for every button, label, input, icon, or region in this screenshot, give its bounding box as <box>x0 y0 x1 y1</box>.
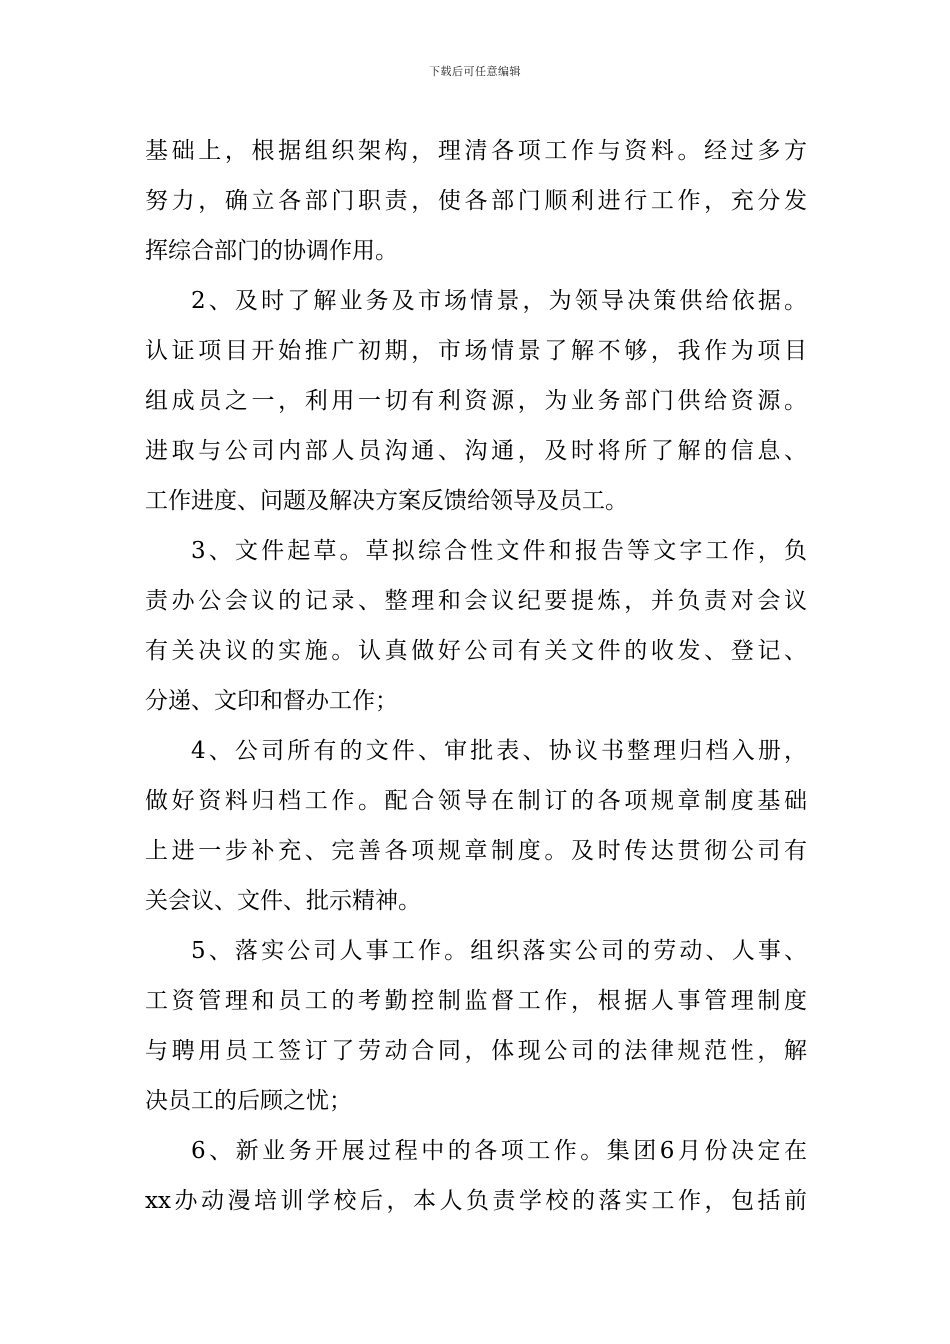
body-line: 责办公会议的记录、整理和会议纪要提炼，并负责对会议 <box>145 588 807 614</box>
paragraph-start-line: 6、新业务开展过程中的各项工作。集团6月份决定在 <box>191 1138 807 1164</box>
paragraph-start-line: 2、及时了解业务及市场情景，为领导决策供给依据。 <box>191 288 807 314</box>
body-line: 关会议、文件、批示精神。 <box>145 888 421 914</box>
body-line: 分递、文印和督办工作； <box>145 688 398 714</box>
body-line: 认证项目开始推广初期，市场情景了解不够，我作为项目 <box>145 338 807 364</box>
body-line: 努力，确立各部门职责，使各部门顺利进行工作，充分发 <box>145 188 807 214</box>
body-line: 上进一步补充、完善各项规章制度。及时传达贯彻公司有 <box>145 838 807 864</box>
body-line: 组成员之一，利用一切有利资源，为业务部门供给资源。 <box>145 388 807 414</box>
paragraph-start-line: 5、落实公司人事工作。组织落实公司的劳动、人事、 <box>191 938 807 964</box>
paragraph-start-line: 4、公司所有的文件、审批表、协议书整理归档入册， <box>191 738 807 764</box>
paragraph-start-line: 3、文件起草。草拟综合性文件和报告等文字工作，负 <box>191 538 807 564</box>
body-line: 有关决议的实施。认真做好公司有关文件的收发、登记、 <box>145 638 807 664</box>
body-line: 基础上，根据组织架构，理清各项工作与资料。经过多方 <box>145 138 807 164</box>
body-line: xx办动漫培训学校后，本人负责学校的落实工作，包括前 <box>145 1188 807 1214</box>
body-line: 与聘用员工签订了劳动合同，体现公司的法律规范性，解 <box>145 1038 807 1064</box>
body-line: 做好资料归档工作。配合领导在制订的各项规章制度基础 <box>145 788 807 814</box>
body-line: 工作进度、问题及解决方案反馈给领导及员工。 <box>145 488 628 514</box>
body-line: 决员工的后顾之忧； <box>145 1088 352 1114</box>
body-line: 进取与公司内部人员沟通、沟通，及时将所了解的信息、 <box>145 438 807 464</box>
page-header: 下载后可任意编辑 <box>429 65 521 78</box>
body-line: 工资管理和员工的考勤控制监督工作，根据人事管理制度 <box>145 988 807 1014</box>
document-body <box>145 126 807 1226</box>
body-line: 挥综合部门的协调作用。 <box>145 238 398 264</box>
